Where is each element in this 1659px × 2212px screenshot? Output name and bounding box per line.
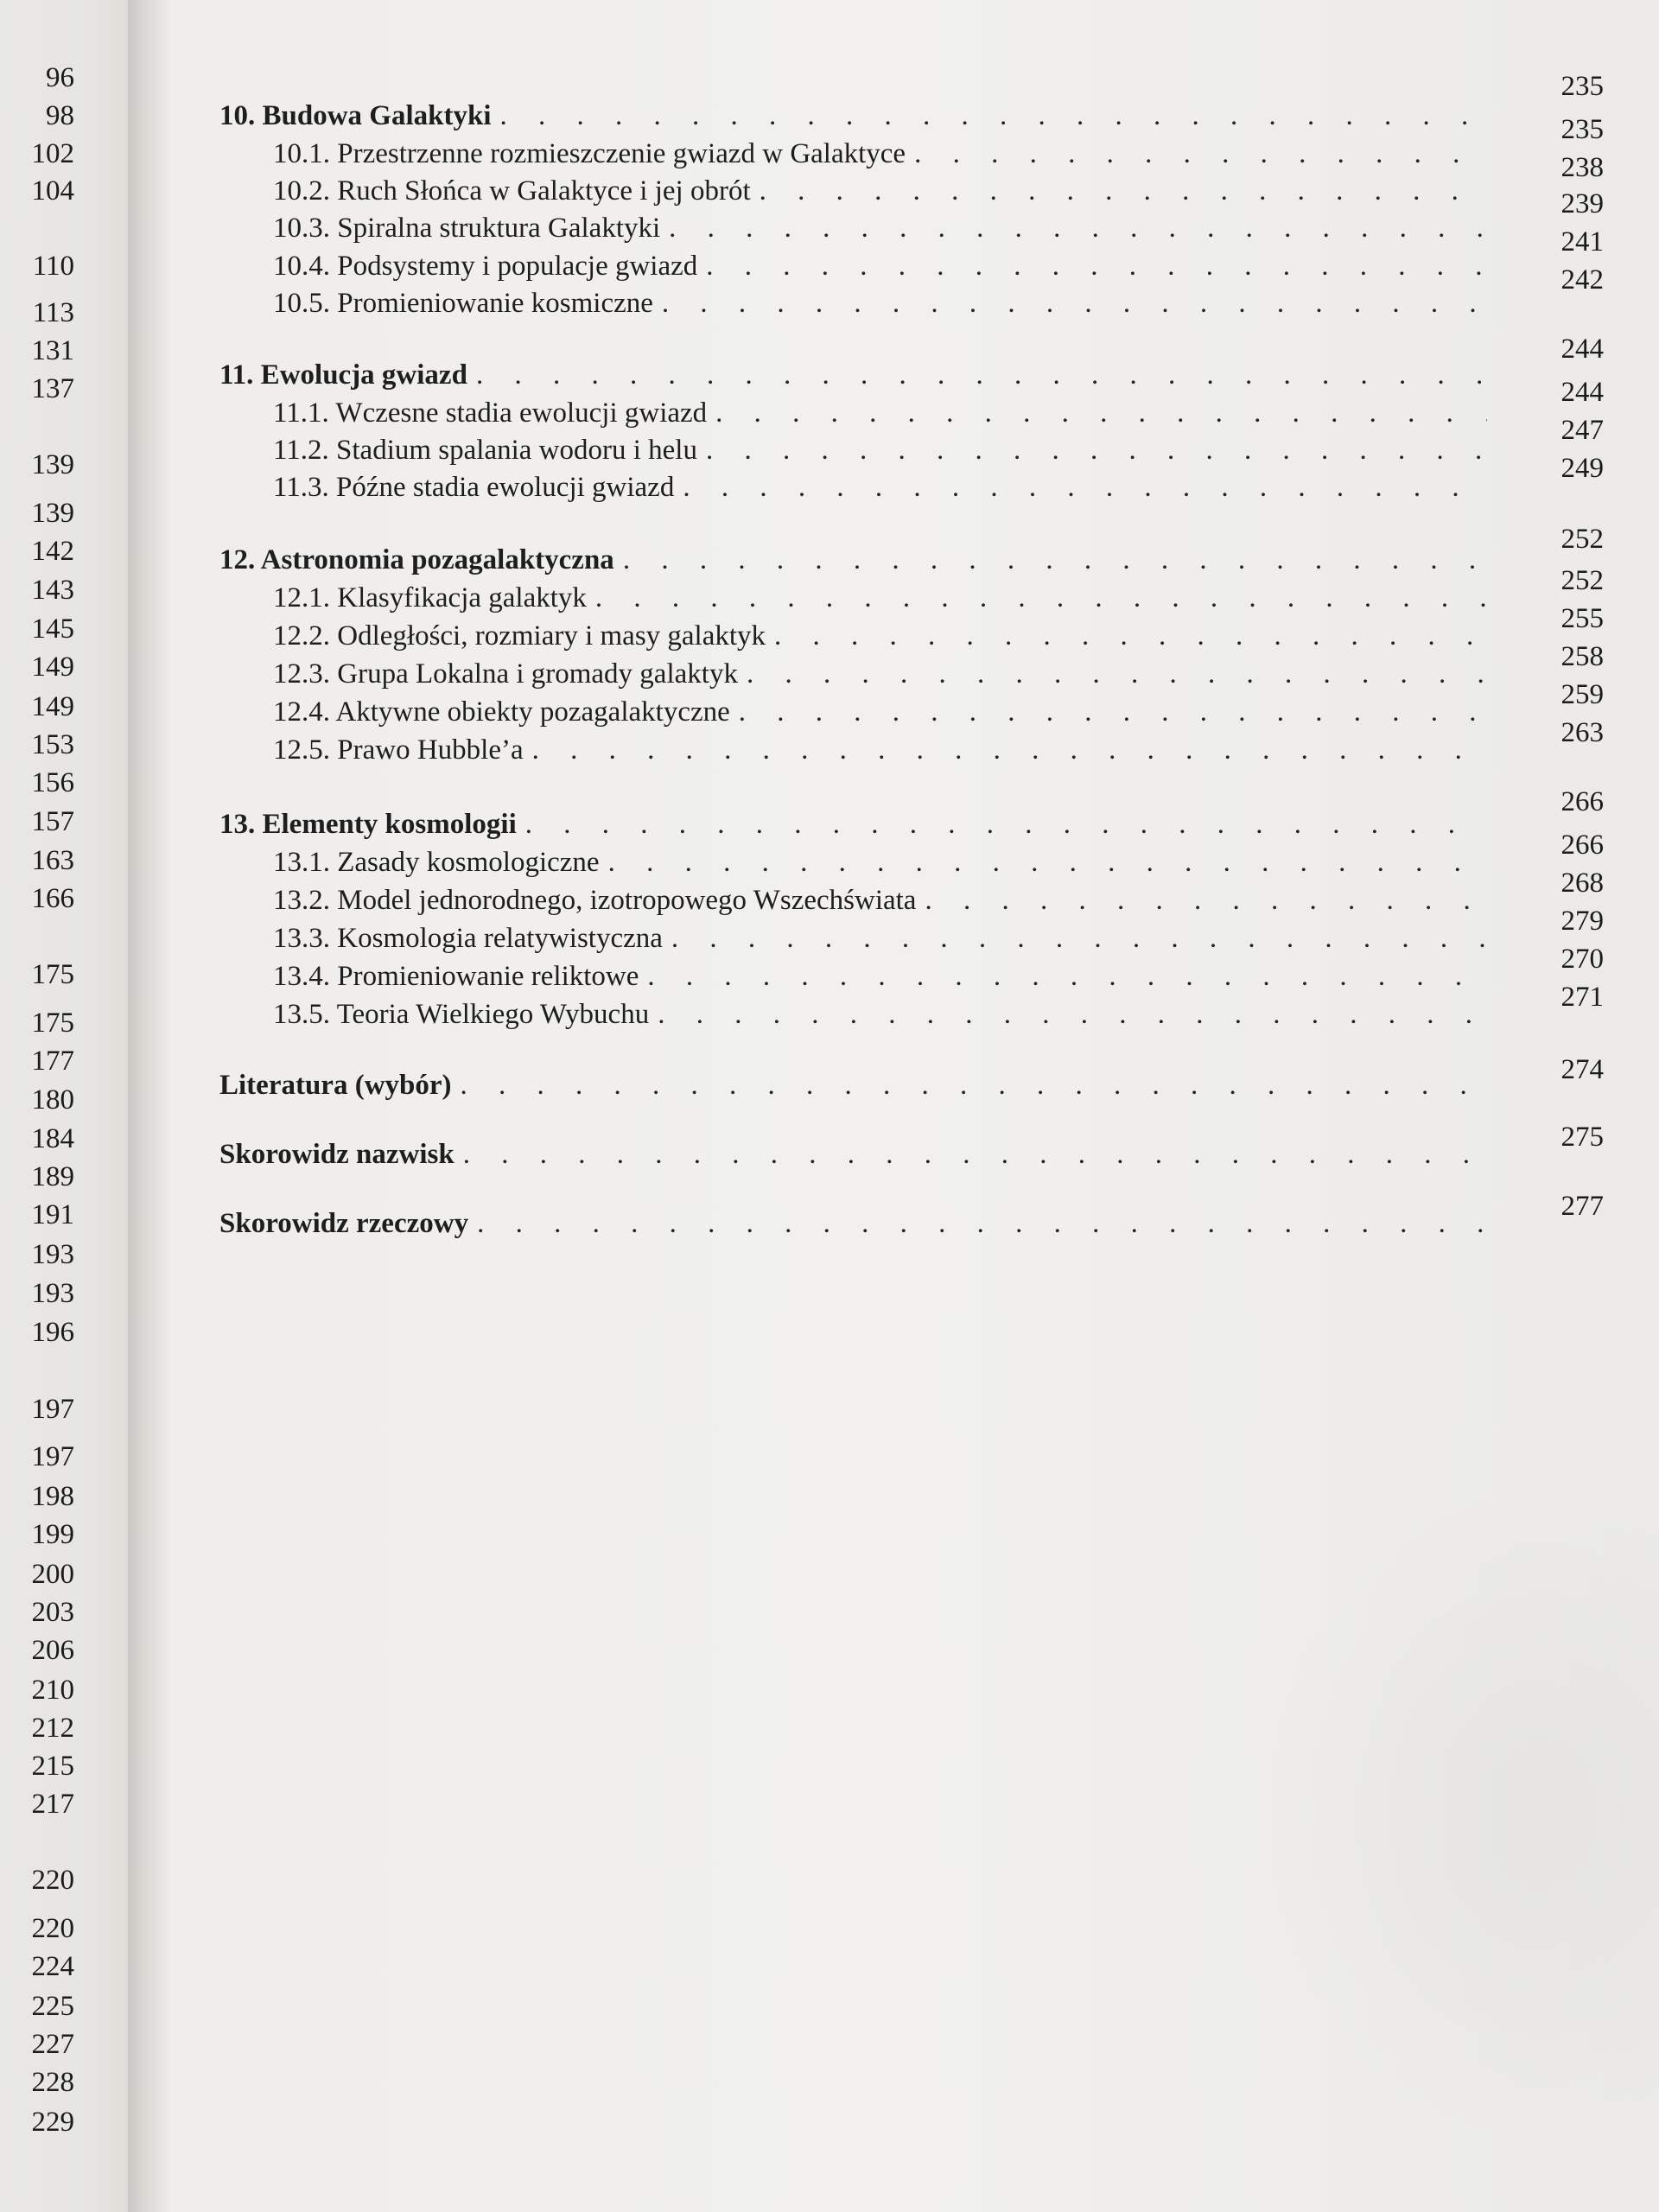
left-page-number: 193	[31, 1278, 74, 1309]
toc-page-number: 274	[1560, 1054, 1604, 1085]
toc-page-number: 277	[1560, 1191, 1604, 1222]
dot-leader	[452, 1071, 1487, 1100]
dot-leader	[697, 252, 1487, 281]
left-page-number: 131	[31, 335, 74, 366]
left-page-number: 156	[31, 767, 74, 798]
toc-page-number: 259	[1560, 679, 1604, 710]
toc-entry-title: 13.1. Zasady kosmologiczne	[273, 847, 600, 878]
toc-section-row	[273, 140, 1487, 168]
left-page-number: 197	[31, 1394, 74, 1425]
toc-entry-title: 13.2. Model jednorodnego, izotropowego Wszechświata	[273, 885, 917, 916]
toc-entry-title: 11.3. Późne stadia ewolucji gwiazd	[273, 472, 675, 503]
dot-leader	[587, 584, 1487, 613]
toc-section-row	[273, 849, 1487, 877]
toc-entry-title: 10.5. Promieniowanie kosmiczne	[273, 288, 653, 319]
dot-leader	[674, 474, 1487, 502]
toc-chapter-row	[219, 102, 1487, 130]
toc-entry-title: 10.2. Ruch Słońca w Galaktyce i jej obrót	[273, 175, 751, 207]
toc-page-number: 252	[1560, 524, 1604, 555]
dot-leader	[468, 1210, 1487, 1238]
left-page-number: 153	[31, 729, 74, 760]
toc-page-number: 266	[1560, 786, 1604, 817]
left-page-number: 215	[31, 1751, 74, 1782]
left-page-number: 189	[31, 1161, 74, 1192]
toc-section-row	[273, 925, 1487, 953]
right-page	[169, 0, 1659, 2212]
toc-section-row	[273, 177, 1487, 206]
left-page-number: 137	[31, 373, 74, 404]
toc-chapter-row	[219, 1071, 1487, 1100]
dot-leader	[663, 925, 1487, 953]
toc-page-number: 263	[1560, 717, 1604, 748]
toc-entry-title: 10. Budowa Galaktyki	[219, 100, 492, 131]
toc-chapter-row	[219, 1141, 1487, 1169]
left-page-number: 197	[31, 1441, 74, 1472]
toc-entry-title: 13. Elementy kosmologii	[219, 809, 517, 840]
left-page-number: 217	[31, 1789, 74, 1820]
dot-leader	[916, 887, 1487, 915]
dot-leader	[467, 361, 1487, 390]
toc-section-row	[273, 214, 1487, 243]
left-page-number: 212	[31, 1713, 74, 1744]
toc-entry-title: 12.5. Prawo Hubble’a	[273, 734, 524, 766]
left-page-number: 177	[31, 1046, 74, 1077]
toc-page-number: 244	[1560, 334, 1604, 365]
left-page-number: 175	[31, 959, 74, 990]
left-page-number: 220	[31, 1865, 74, 1896]
left-page-number: 199	[31, 1519, 74, 1550]
left-page-number: 149	[31, 652, 74, 683]
dot-leader	[906, 140, 1487, 168]
toc-entry-title: 11.2. Stadium spalania wodoru i helu	[273, 435, 697, 466]
left-page-number: 206	[31, 1635, 74, 1666]
left-page-number: 224	[31, 1951, 74, 1982]
toc-entry-title: 13.3. Kosmologia relatywistyczna	[273, 923, 663, 954]
toc-entry-title: 12.4. Aktywne obiekty pozagalaktyczne	[273, 696, 730, 728]
dot-leader	[738, 660, 1487, 689]
left-page-number: 163	[31, 845, 74, 876]
toc-page-number: 275	[1560, 1122, 1604, 1153]
toc-section-row	[273, 887, 1487, 915]
dot-leader	[649, 1001, 1487, 1029]
left-page-number: 113	[32, 297, 74, 328]
dot-leader	[707, 399, 1487, 428]
show-through-shadow	[1249, 1469, 1659, 2160]
left-page-number: 184	[31, 1123, 74, 1154]
left-page-number: 149	[31, 691, 74, 722]
left-page-number: 200	[31, 1559, 74, 1590]
toc-section-row	[273, 736, 1487, 765]
left-page-number: 175	[31, 1007, 74, 1039]
left-page-number: 198	[31, 1481, 74, 1512]
toc-chapter-row	[219, 361, 1487, 390]
toc-section-row	[273, 399, 1487, 428]
left-page-number: 227	[31, 2029, 74, 2060]
left-page-number: 104	[31, 175, 74, 207]
toc-page-number: 247	[1560, 415, 1604, 446]
dot-leader	[751, 177, 1487, 206]
toc-page-number: 241	[1560, 226, 1604, 257]
dot-leader	[697, 436, 1487, 465]
dot-leader	[524, 736, 1487, 765]
left-page-number: 102	[31, 138, 74, 169]
toc-page-number: 268	[1560, 868, 1604, 899]
left-page-number: 110	[32, 251, 74, 282]
left-page-number: 225	[31, 1991, 74, 2022]
toc-page-number: 279	[1560, 906, 1604, 937]
dot-leader	[600, 849, 1487, 877]
toc-entry-title: 10.1. Przestrzenne rozmieszczenie gwiazd w Galaktyce	[273, 138, 906, 169]
toc-section-row	[273, 474, 1487, 502]
left-page-number: 139	[31, 498, 74, 529]
toc-entry-title: 11.1. Wczesne stadia ewolucji gwiazd	[273, 397, 708, 429]
toc-entry-title: 11. Ewolucja gwiazd	[219, 359, 467, 391]
toc-entry-title: Literatura (wybór)	[219, 1070, 452, 1101]
left-page-number: 142	[31, 536, 74, 567]
dot-leader	[660, 214, 1487, 243]
toc-section-row	[273, 698, 1487, 727]
dot-leader	[730, 698, 1487, 727]
dot-leader	[653, 289, 1487, 318]
left-page-number: 203	[31, 1597, 74, 1628]
toc-page-number: 249	[1560, 453, 1604, 484]
toc-page-number: 238	[1560, 152, 1604, 183]
left-page-number: 210	[31, 1675, 74, 1706]
toc-entry-title: 12.2. Odległości, rozmiary i masy galaktyk	[273, 620, 766, 652]
left-page-number: 143	[31, 575, 74, 606]
dot-leader	[766, 622, 1487, 651]
left-page-number: 98	[46, 100, 74, 131]
toc-page-number: 270	[1560, 944, 1604, 975]
toc-page-number: 239	[1560, 188, 1604, 219]
left-page-number: 229	[31, 2107, 74, 2138]
toc-entry-title: 13.5. Teoria Wielkiego Wybuchu	[273, 999, 650, 1030]
toc-chapter-row	[219, 810, 1487, 839]
toc-page-number: 242	[1560, 264, 1604, 296]
left-page-number: 220	[31, 1913, 74, 1944]
toc-section-row	[273, 660, 1487, 689]
toc-section-row	[273, 436, 1487, 465]
toc-entry-title: Skorowidz rzeczowy	[219, 1208, 469, 1239]
toc-entry-title: 12. Astronomia pozagalaktyczna	[219, 544, 614, 575]
dot-leader	[492, 102, 1488, 130]
toc-entry-title: 12.3. Grupa Lokalna i gromady galaktyk	[273, 658, 738, 690]
left-page	[0, 0, 128, 2212]
dot-leader	[454, 1141, 1487, 1169]
book-gutter	[128, 0, 169, 2212]
toc-chapter-row	[219, 546, 1487, 575]
toc-page-number: 271	[1560, 982, 1604, 1013]
dot-leader	[614, 546, 1487, 575]
left-page-number: 139	[31, 449, 74, 480]
toc-section-row	[273, 584, 1487, 613]
left-page-number: 180	[31, 1084, 74, 1116]
left-page-number: 157	[31, 806, 74, 837]
left-page-number: 145	[31, 613, 74, 645]
toc-page-number: 252	[1560, 565, 1604, 596]
toc-section-row	[273, 289, 1487, 318]
dot-leader	[639, 963, 1487, 991]
toc-section-row	[273, 622, 1487, 651]
left-page-number: 228	[31, 2067, 74, 2098]
left-page-number: 166	[31, 883, 74, 914]
toc-entry-title: 13.4. Promieniowanie reliktowe	[273, 961, 639, 992]
left-page-number: 196	[31, 1317, 74, 1348]
toc-page-number: 235	[1560, 71, 1604, 102]
toc-entry-title: 10.4. Podsystemy i populacje gwiazd	[273, 251, 698, 282]
left-page-number: 193	[31, 1239, 74, 1270]
toc-entry-title: Skorowidz nazwisk	[219, 1139, 454, 1170]
toc-page-number: 244	[1560, 377, 1604, 408]
toc-entry-title: 10.3. Spiralna struktura Galaktyki	[273, 213, 661, 244]
toc-page-number: 255	[1560, 603, 1604, 634]
left-page-number: 96	[46, 62, 74, 93]
left-page-number: 191	[31, 1199, 74, 1230]
toc-page-number: 266	[1560, 830, 1604, 861]
toc-section-row	[273, 1001, 1487, 1029]
toc-page-number: 235	[1560, 114, 1604, 145]
toc-entry-title: 12.1. Klasyfikacja galaktyk	[273, 582, 587, 613]
toc-section-row	[273, 963, 1487, 991]
toc-chapter-row	[219, 1210, 1487, 1238]
dot-leader	[517, 810, 1487, 839]
toc-section-row	[273, 252, 1487, 281]
toc-page-number: 258	[1560, 641, 1604, 672]
